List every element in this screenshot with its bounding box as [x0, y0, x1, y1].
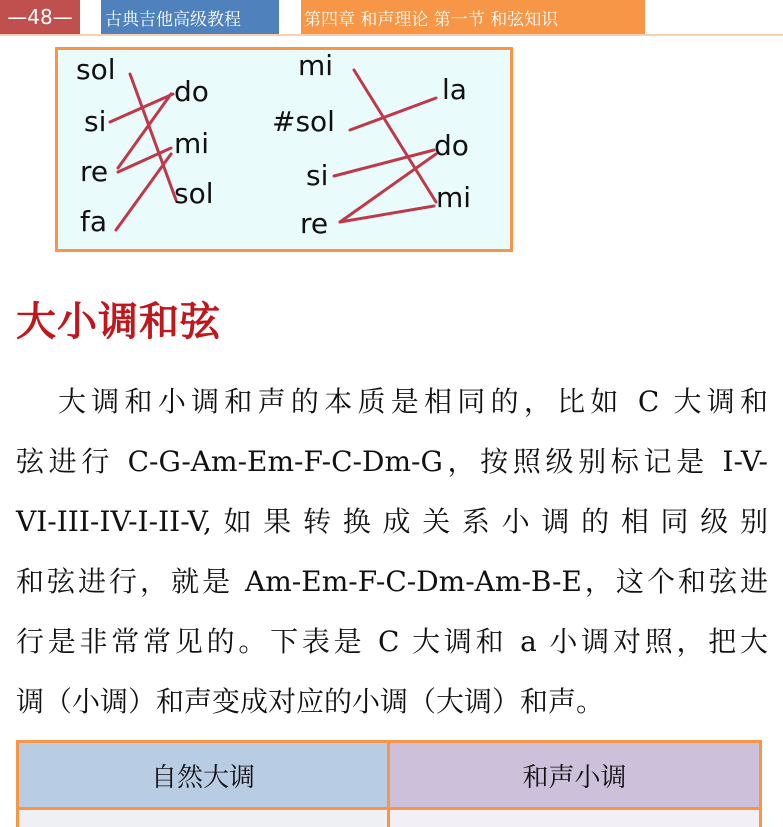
connector-line — [110, 94, 173, 122]
note-right-4: re — [300, 207, 329, 240]
table-row — [16, 807, 390, 827]
table-header-minor: 和声小调 — [387, 740, 762, 810]
note-left-1: sol — [76, 53, 116, 86]
note-left-4: fa — [80, 205, 108, 238]
paragraph-line: 和弦进行，就是 Am-Em-F-C-Dm-Am-B-E，这个和弦进 — [16, 565, 768, 598]
connector-line — [116, 154, 171, 230]
section-title: 大小调和弦 — [16, 298, 221, 345]
table-row — [387, 807, 762, 827]
note-left-2: si — [84, 105, 107, 138]
note-right-1: mi — [298, 49, 334, 82]
table-header-major: 自然大调 — [16, 740, 390, 810]
note-left-3: re — [80, 155, 109, 188]
note-target-3: sol — [174, 177, 214, 210]
note-right-3: si — [306, 159, 329, 192]
note-target-2: mi — [174, 127, 210, 160]
note-right-2: #sol — [272, 105, 335, 138]
header-divider — [0, 34, 783, 36]
book-title: 古典吉他高级教程 — [101, 0, 279, 34]
page-number: —48— — [0, 0, 80, 34]
connector-line — [340, 154, 436, 222]
body-paragraph — [16, 372, 768, 732]
paragraph-line: VI-III-IV-I-II-V,如果转换成关系小调的相同级别 — [16, 505, 768, 538]
note-target-1: do — [174, 75, 209, 108]
chapter-title: 第四章 和声理论 第一节 和弦知识 — [301, 0, 645, 34]
note-matching-diagram — [55, 47, 513, 252]
paragraph-line: 调（小调）和声变成对应的小调（大调）和声。 — [16, 685, 605, 718]
note-target-4: la — [442, 73, 467, 106]
paragraph-line: 弦进行 C-G-Am-Em-F-C-Dm-G，按照级别标记是 I-V- — [16, 445, 768, 478]
note-target-6: mi — [436, 181, 472, 214]
connector-line — [350, 98, 436, 130]
paragraph-line: 大调和小调和声的本质是相同的，比如 C 大调和 — [58, 385, 768, 418]
paragraph-line: 行是非常常见的。下表是 C 大调和 a 小调对照，把大 — [16, 625, 768, 658]
connector-line — [340, 206, 434, 222]
note-target-5: do — [434, 129, 469, 162]
